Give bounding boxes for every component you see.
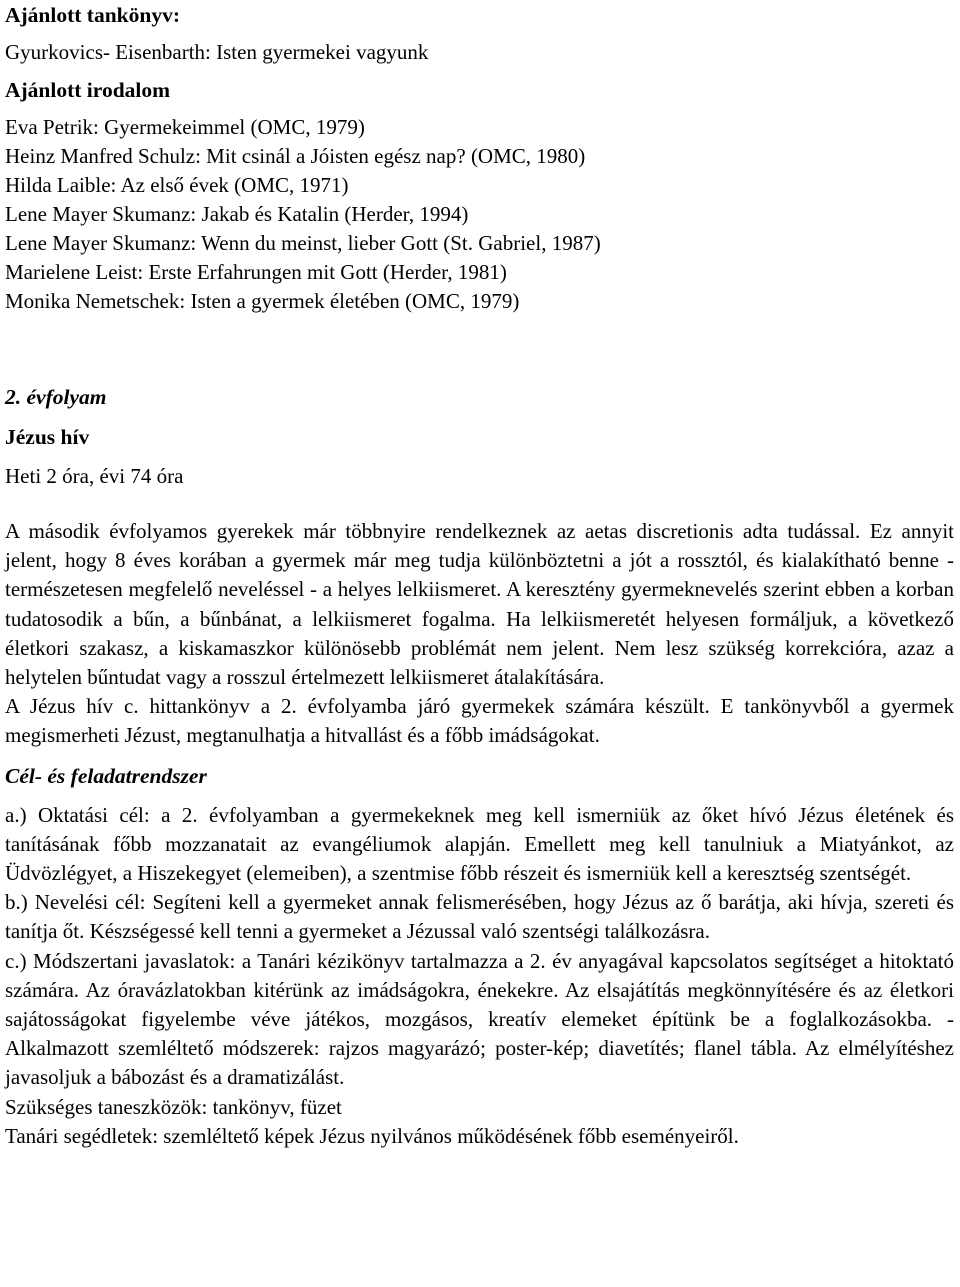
textbook-title: Gyurkovics- Eisenbarth: Isten gyermekei vagyunk	[5, 40, 429, 64]
hours-info: Heti 2 óra, évi 74 óra	[5, 464, 184, 488]
goal-education: a.) Oktatási cél: a 2. évfolyamban a gyermekeknek meg kell ismerniük az őket hívó Jézus életének és tanításának főbb mozzanatait az evangéliumok alapján. Emellett meg kell tanulniuk a Miatyánkot, az Üdvözlégyet, a Hiszekegyet (elemeiben), a szentmise főbb részeit és ismerniük kell a keresztség szentségét.	[5, 802, 954, 886]
literature-item: Lene Mayer Skumanz: Wenn du meinst, lieber Gott (St. Gabriel, 1987)	[5, 231, 601, 255]
literature-item: Lene Mayer Skumanz: Jakab és Katalin (Herder, 1994)	[5, 202, 469, 226]
goal-upbringing: b.) Nevelési cél: Segíteni kell a gyermeket annak felismerésében, hogy Jézus az ő barátja, aki hívja, szereti és tanítja őt. Készségessé kell tenni a gyermeket a Jézussal való szentségi találkozásra.	[5, 890, 954, 944]
textbook-heading: Ajánlott tankönyv:	[5, 3, 181, 27]
literature-item: Marielene Leist: Erste Erfahrungen mit Gott (Herder, 1981)	[5, 260, 507, 284]
literature-item: Heinz Manfred Schulz: Mit csinál a Jóisten egész nap? (OMC, 1980)	[5, 144, 586, 168]
literature-item: Monika Nemetschek: Isten a gyermek életében (OMC, 1979)	[5, 289, 520, 313]
literature-heading: Ajánlott irodalom	[5, 78, 171, 102]
required-tools: Szükséges taneszközök: tankönyv, füzet	[5, 1094, 342, 1119]
literature-list	[5, 113, 954, 316]
intro-paragraph: A második évfolyamos gyerekek már többnyire rendelkeznek az aetas discretionis adta tudással. Ez annyit jelent, hogy 8 éves korában a gyermek már meg tudja különböztetni a jót a rossztól, és kialakítható benne - természetesen megfelelő neveléssel - a helyes lelkiismeret. A keresztény gyermeknevelés szerint ebben a korban tudatosodik a bűn, a bűnbánat, a lelkiismeret fogalma. Ha lelkiismeretét helyesen formáljuk, a következő életkori szakasz, a kiskamaszkor különösebb problémát nem jelent. Nem lesz szükség korrekcióra, azaz a helytelen bűntudat vagy a rosszul értelmezett lelkiismeret átalakítására.	[5, 519, 954, 690]
literature-item: Eva Petrik: Gyermekeimmel (OMC, 1979)	[5, 115, 365, 139]
teacher-aids: Tanári segédletek: szemléltető képek Jézus nyilvános működésének főbb eseményeiről.	[5, 1123, 739, 1148]
course-title: Jézus hív	[5, 425, 90, 449]
goal-methodology: c.) Módszertani javaslatok: a Tanári kézikönyv tartalmazza a 2. év anyagával kapcsolatos segítséget a hitoktató számára. Az óravázlatokban kitérünk az imádságokra, énekekre. Az elsajátítás megkönnyítésére és az életkori sajátosságokat figyelembe véve játékos, mozgásos, kreatív elemeket építünk be a foglalkozásokba. - Alkalmazott szemléltető módszerek: rajzos magyarázó; poster-kép; diavetítés; flanel tábla. Az elmélyítéshez javasoljuk a bábozást és a dramatizálást.	[5, 948, 954, 1090]
grade-heading: 2. évfolyam	[5, 385, 107, 409]
book-paragraph: A Jézus hív c. hittankönyv a 2. évfolyamba járó gyermekek számára készült. E tankönyvből a gyermek megismerheti Jézust, megtanulhatja a hitvallást és a főbb imádságokat.	[5, 694, 954, 748]
goals-heading: Cél- és feladatrendszer	[5, 763, 207, 788]
literature-item: Hilda Laible: Az első évek (OMC, 1971)	[5, 173, 349, 197]
